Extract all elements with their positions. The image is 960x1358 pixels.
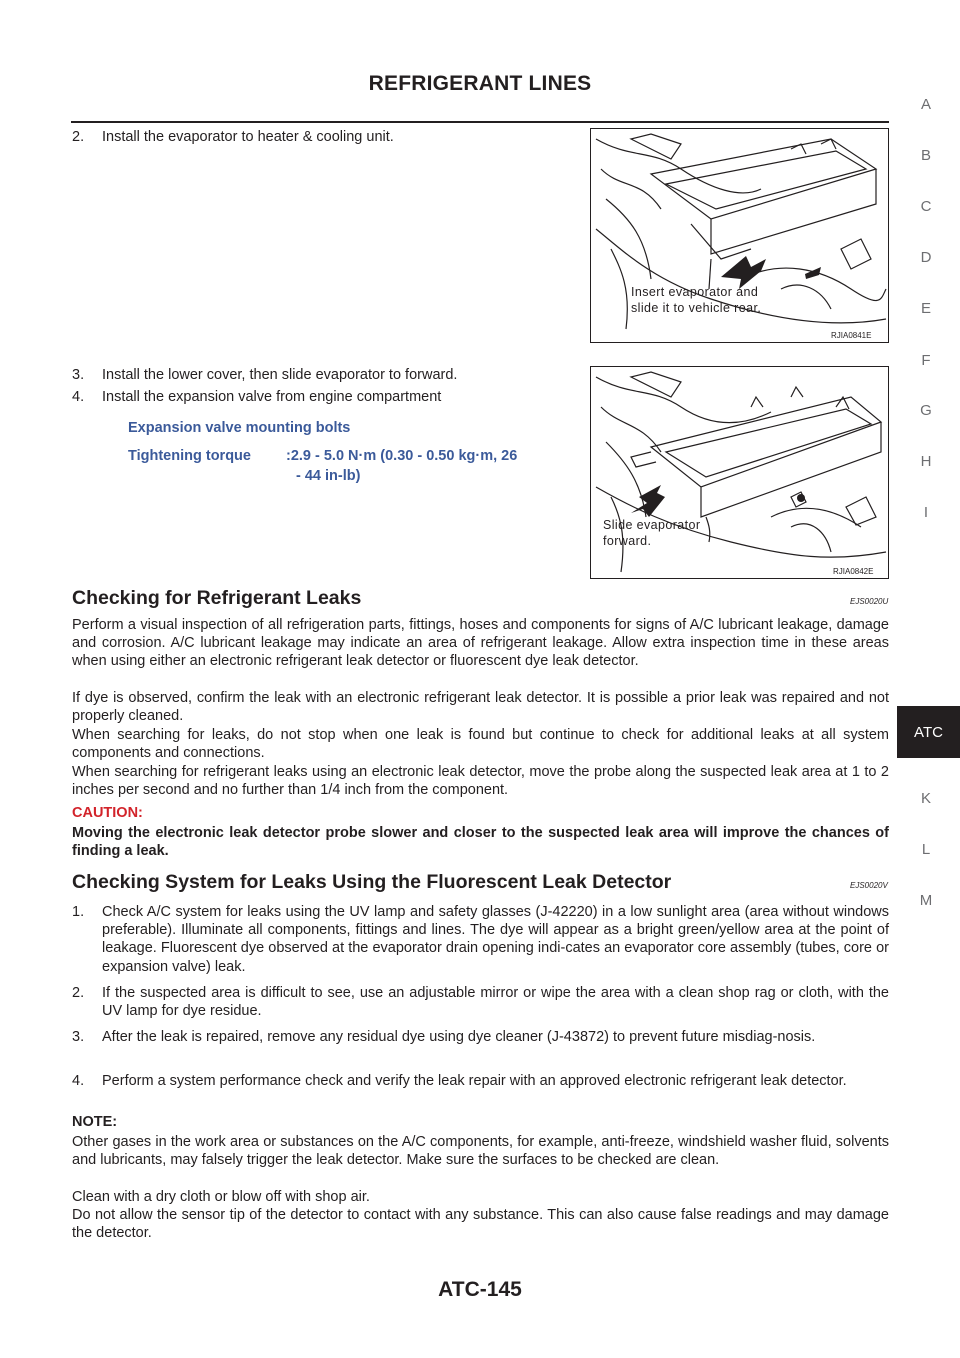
paragraph-dye-observed: If dye is observed, confirm the leak with an electronic refrigerant leak detector. It is possible a prior leak was repaired and not properly cleaned. [72, 690, 889, 725]
figure1-id: RJIA0841E [831, 331, 872, 340]
step-text: Install the expansion valve from engine compartment [102, 389, 442, 405]
figure-insert-evaporator [590, 128, 889, 343]
list-item-2 [72, 984, 889, 1020]
section-index-k[interactable]: K [920, 790, 931, 807]
note-paragraph-gases: Other gases in the work area or substances on the A/C components, for example, anti-freeze, windshield washer fluid, solvents and lubricants, may falsely trigger the leak detector. Make sure the surfaces to be checked are clean. [72, 1134, 889, 1169]
paragraph-searching-leaks: When searching for leaks, do not stop when one leak is found but continue to check for additional leaks at all system components and connections. [72, 727, 889, 762]
spec-heading: Expansion valve mounting bolts [128, 420, 351, 436]
page-number: ATC-145 [438, 1278, 522, 1301]
section-heading-fluorescent-detector: Checking System for Leaks Using the Fluorescent Leak Detector [72, 871, 672, 893]
title-rule [71, 121, 889, 123]
section-index-h[interactable]: H [920, 453, 932, 470]
step-text: Install the evaporator to heater & cooling unit. [102, 129, 394, 145]
list-item-4 [72, 1072, 889, 1090]
section-index-lower [890, 0, 960, 1000]
list-text: If the suspected area is difficult to see, use an adjustable mirror or wipe the area with a clean shop rag or cloth, with the UV lamp for dye residue. [102, 985, 889, 1020]
figure2-caption-line2: forward. [603, 534, 652, 548]
note-paragraph-clean: Clean with a dry cloth or blow off with shop air. [72, 1189, 370, 1205]
step-number: 2. [72, 129, 85, 145]
section-index-l[interactable]: L [921, 841, 931, 858]
paragraph-electronic-detector: When searching for refrigerant leaks using an electronic leak detector, move the probe along the suspected leak area at 1 to 2 inches per second and no further than 1/4 inch from the component. [72, 764, 889, 799]
list-text: Perform a system performance check and verify the leak repair with an approved electronic refrigerant leak detector. [102, 1073, 847, 1089]
figure2-id: RJIA0842E [833, 567, 874, 576]
figure1-caption-line2: slide it to vehicle rear. [631, 301, 762, 315]
section-index-m[interactable]: M [919, 892, 933, 909]
note-paragraph-sensor-tip: Do not allow the sensor tip of the detector to contact with any substance. This can also cause false readings and may damage the detector. [72, 1207, 889, 1242]
section-index-c[interactable]: C [920, 198, 932, 215]
step-number: 4. [72, 389, 85, 405]
section-index-atc-active[interactable]: ATC [897, 706, 960, 758]
step-2 [72, 128, 394, 146]
section-index-f[interactable]: F [921, 352, 931, 369]
spec-value-line2: - 44 in-lb) [296, 468, 361, 484]
figure2-caption-line1: Slide evaporator [603, 518, 701, 532]
section-index-i[interactable]: I [923, 504, 929, 521]
caution-label: CAUTION: [72, 805, 143, 821]
figure1-caption-line1: Insert evaporator and [631, 285, 759, 299]
list-item-3 [72, 1028, 889, 1046]
section-code: EJS0020V [850, 881, 888, 890]
list-number: 3. [72, 1029, 85, 1045]
section-index-b[interactable]: B [920, 147, 931, 164]
list-text: After the leak is repaired, remove any residual dye using dye cleaner (J-43872) to prevent future misdiag-nosis. [102, 1029, 816, 1045]
page-title: REFRIGERANT LINES [368, 72, 592, 95]
note-label: NOTE: [72, 1114, 118, 1130]
list-number: 4. [72, 1073, 85, 1089]
section-index-g[interactable]: G [920, 402, 932, 419]
section-code: EJS0020U [850, 597, 889, 606]
section-index-a[interactable]: A [920, 96, 931, 113]
section-index-d[interactable]: D [920, 249, 932, 266]
step-4 [72, 388, 441, 406]
section-heading-refrigerant-leaks: Checking for Refrigerant Leaks [72, 587, 362, 609]
list-text: Check A/C system for leaks using the UV lamp and safety glasses (J-42220) in a low sunlight area (area without windows preferable). Illuminate all components, fittings and lines. The dye will appear as a bright green/yellow area at the point of leakage. Fluorescent dye observed at the evaporator drain opening indi-cates an evaporator core assembly (tubes, core or expansion valve) leak. [102, 904, 889, 975]
paragraph-visual-inspection: Perform a visual inspection of all refrigeration parts, fittings, hoses and components for signs of A/C lubricant leakage, damage and corrosion. A/C lubricant leakage may indicate an area of refrigerant leakage. Allow extra inspection time in these areas when using either an electronic refrigerant leak detector or fluorescent dye leak detector. [72, 617, 889, 670]
figure-slide-evaporator [590, 366, 889, 579]
spec-label: Tightening torque [128, 448, 251, 464]
section-index-e[interactable]: E [920, 300, 931, 317]
spec-value-line1: :2.9 - 5.0 N·m (0.30 - 0.50 kg·m, 26 [286, 448, 518, 464]
list-number: 1. [72, 904, 85, 920]
list-item-1 [72, 903, 889, 976]
step-text: Install the lower cover, then slide evaporator to forward. [102, 367, 458, 383]
step-number: 3. [72, 367, 85, 383]
caution-text: Moving the electronic leak detector probe slower and closer to the suspected leak area will improve the chances of finding a leak. [72, 825, 889, 860]
list-number: 2. [72, 985, 85, 1001]
step-3 [72, 366, 457, 384]
